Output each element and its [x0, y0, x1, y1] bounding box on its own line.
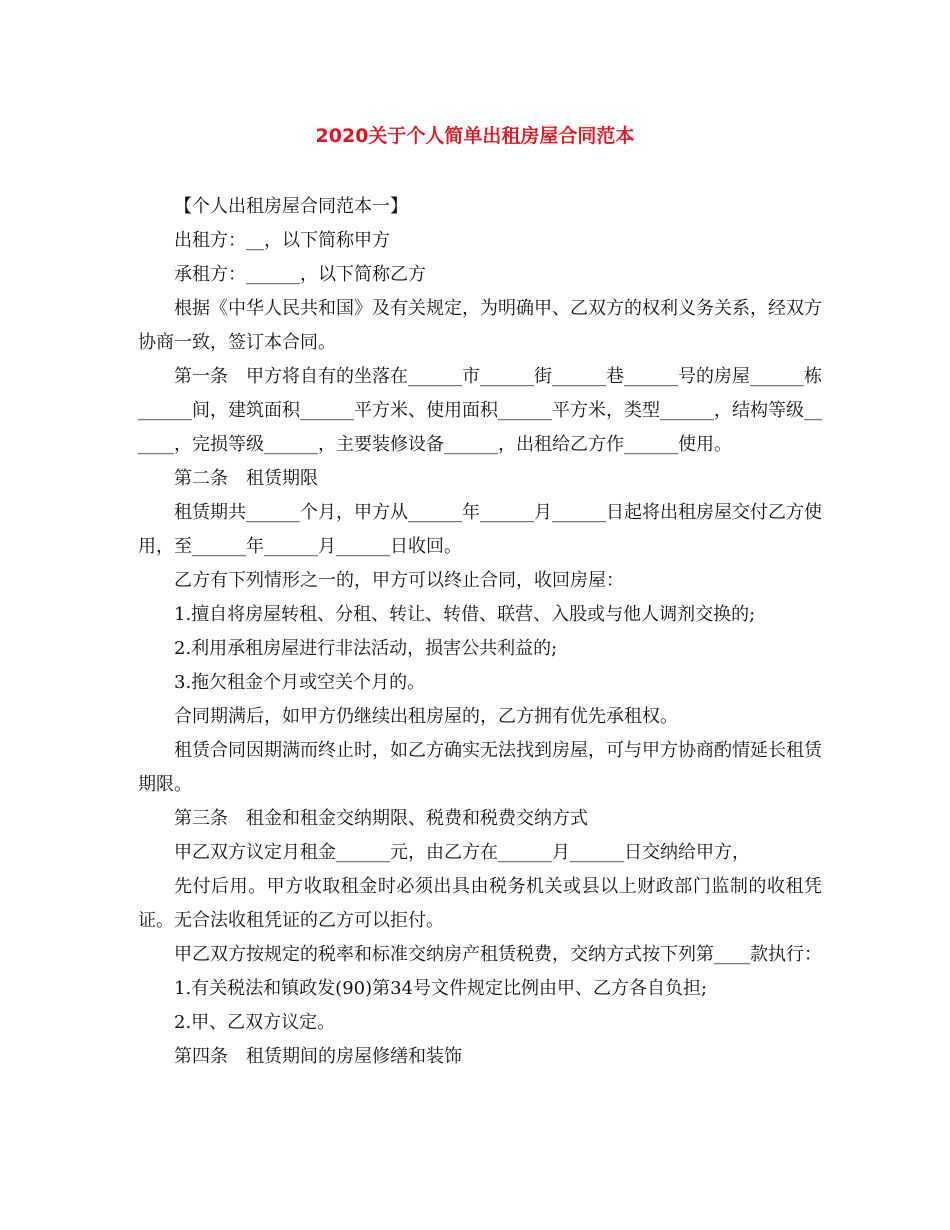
lessee-line: 承租方：______，以下简称乙方: [174, 264, 426, 285]
termination-item-3: 3.拖欠租金个月或空关个月的。: [174, 672, 426, 693]
priority-renewal-paragraph: 合同期满后，如甲方仍继续出租房屋的，乙方拥有优先承租权。: [174, 706, 678, 727]
tax-item-2: 2.甲、乙双方议定。: [174, 1012, 336, 1033]
lessor-line: 出租方：__，以下简称甲方: [174, 230, 390, 251]
tax-item-1: 1.有关税法和镇政发(90)第34号文件规定比例由甲、乙方各自负担;: [174, 978, 708, 999]
tax-paragraph: 甲乙双方按规定的税率和标准交纳房产租赁税费，交纳方式按下列第____款执行：: [174, 944, 822, 965]
extension-paragraph: 租赁合同因期满而终止时，如乙方确实无法找到房屋，可与甲方协商酌情延长租赁期限。: [138, 740, 822, 795]
document-body: [138, 190, 822, 1074]
article-2-heading: 第二条 租赁期限: [174, 468, 318, 489]
document-title: 2020关于个人简单出租房屋合同范本: [315, 125, 635, 147]
termination-intro: 乙方有下列情形之一的，甲方可以终止合同，收回房屋：: [174, 570, 624, 591]
termination-item-1: 1.擅自将房屋转租、分租、转让、转借、联营、入股或与他人调剂交换的;: [174, 604, 756, 625]
article-1-paragraph: 第一条 甲方将自有的坐落在______市______街______巷______号的房屋______栋______间，建筑面积______平方米、使用面积______平方米，类型______，结构等级______，完损等级______，主要装修设备______，出租给乙方作______使用。: [138, 366, 822, 455]
lease-term-paragraph: 租赁期共______个月，甲方从______年______月______日起将出租房屋交付乙方使用，至______年______月______日收回。: [138, 502, 822, 557]
preamble-paragraph: 根据《中华人民共和国》及有关规定，为明确甲、乙双方的权利义务关系，经双方协商一致，签订本合同。: [138, 298, 822, 353]
rent-paragraph: 甲乙双方议定月租金______元，由乙方在______月______日交纳给甲方，: [174, 842, 750, 863]
termination-item-2: 2.利用承租房屋进行非法活动，损害公共利益的;: [174, 638, 558, 659]
section-heading: 【个人出租房屋合同范本一】: [174, 196, 408, 217]
article-3-heading: 第三条 租金和租金交纳期限、税费和税费交纳方式: [174, 808, 588, 829]
article-4-heading: 第四条 租赁期间的房屋修缮和装饰: [174, 1046, 462, 1067]
receipt-paragraph: 先付后用。甲方收取租金时必须出具由税务机关或县以上财政部门监制的收租凭证。无合法收租凭证的乙方可以拒付。: [138, 876, 822, 931]
